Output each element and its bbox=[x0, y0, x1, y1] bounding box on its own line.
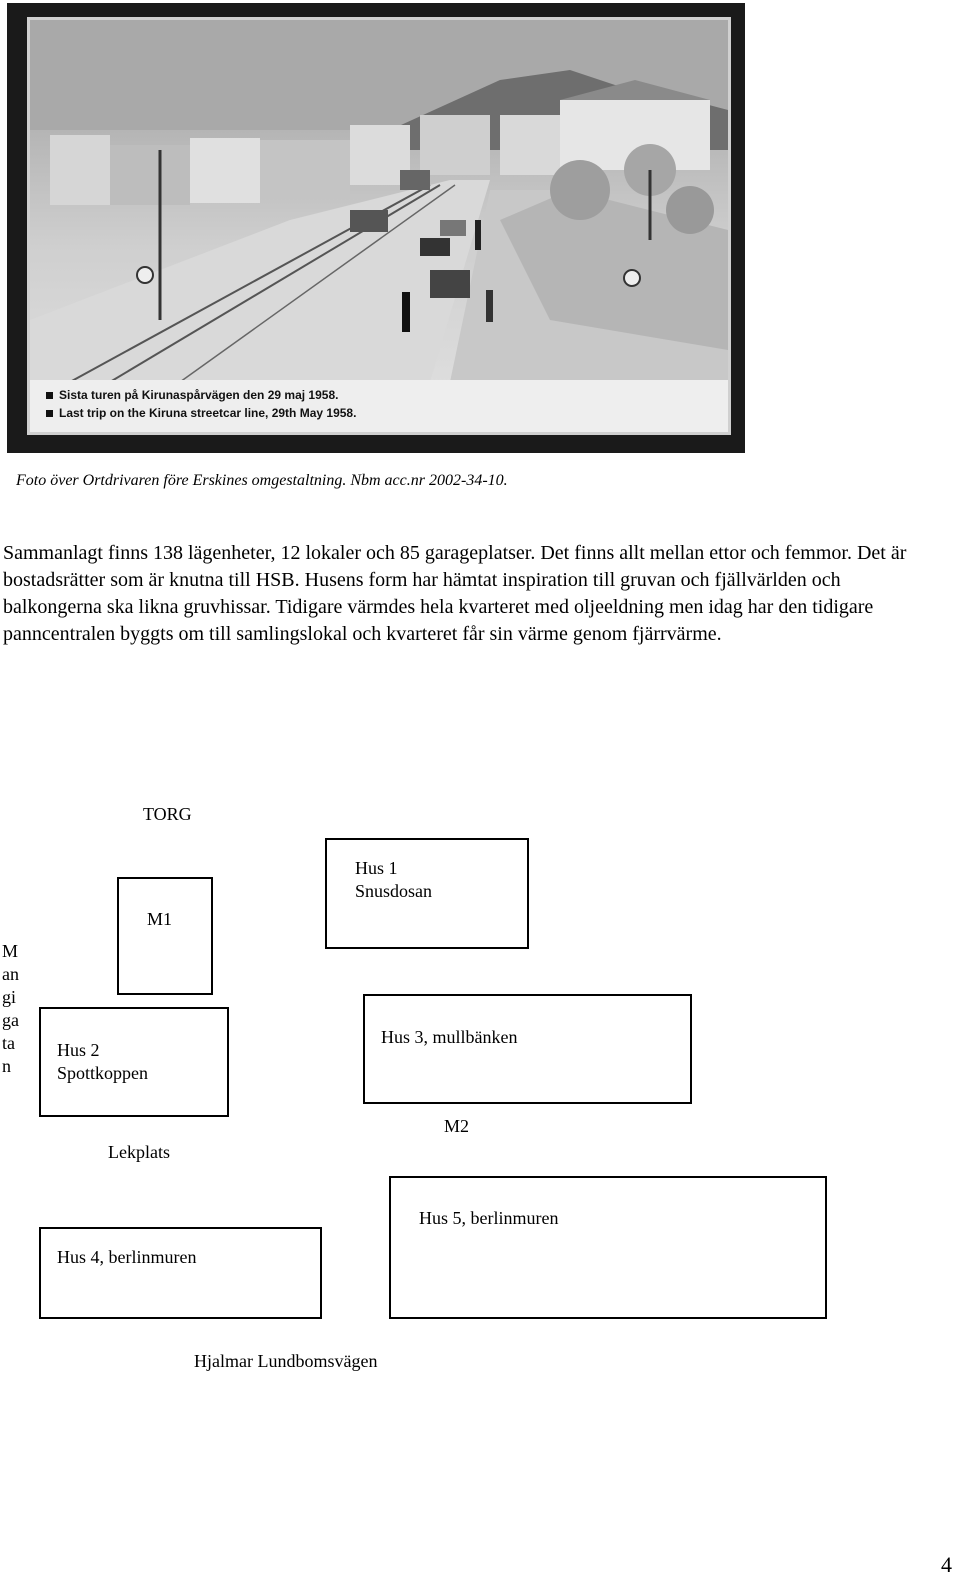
building-hus-3 bbox=[363, 994, 692, 1104]
photo-caption: Foto över Ortdrivaren före Erskines omgestaltning. Nbm acc.nr 2002-34-10. bbox=[16, 472, 508, 489]
street-scene-illustration bbox=[30, 20, 728, 382]
photo-frame bbox=[27, 17, 731, 435]
bullet-icon bbox=[46, 392, 53, 399]
hus-4-label: Hus 4, berlinmuren bbox=[57, 1247, 197, 1267]
hus-1-name: Snusdosan bbox=[355, 881, 433, 901]
historic-photo bbox=[7, 3, 745, 453]
street-hjalmar-lundbomsvagen: Hjalmar Lundbomsvägen bbox=[194, 1351, 378, 1371]
building-hus-1 bbox=[325, 838, 529, 949]
label-lekplats: Lekplats bbox=[108, 1142, 170, 1162]
label-torg: TORG bbox=[143, 804, 192, 824]
photo-plaque bbox=[30, 380, 728, 432]
label-m2: M2 bbox=[444, 1116, 470, 1136]
marker-m1 bbox=[117, 877, 213, 995]
street-mangigatan: Mangigatan bbox=[2, 941, 19, 1076]
m1-label: M1 bbox=[147, 909, 173, 929]
plaque-line-swedish: Sista turen på Kirunaspårvägen den 29 maj 1958. bbox=[46, 388, 338, 402]
body-paragraph: Sammanlagt finns 138 lägenheter, 12 lokaler och 85 garageplatser. Det finns allt mellan ettor och femmor. Det är bostadsrätter som är knutna till HSB. Husens form har hämtat inspiration till gruvan och fjällvärlden och balkongerna ska likna gruvhissar. Tidigare värmdes hela kvarteret med oljeeldning men idag har den tidigare panncentralen byggts om till samlingslokal och kvarteret får sin värme genom fjärrvärme. bbox=[3, 542, 907, 645]
hus-1-title: Hus 1 bbox=[355, 858, 398, 878]
page-number: 4 bbox=[941, 1552, 952, 1577]
plaque-line-english: Last trip on the Kiruna streetcar line, 29th May 1958. bbox=[46, 406, 356, 420]
bullet-icon bbox=[46, 410, 53, 417]
hus-2-name: Spottkoppen bbox=[57, 1063, 149, 1083]
building-hus-2 bbox=[39, 1007, 229, 1117]
building-hus-4 bbox=[39, 1227, 322, 1319]
building-hus-5 bbox=[389, 1176, 827, 1319]
hus-3-label: Hus 3, mullbänken bbox=[381, 1027, 518, 1047]
hus-5-label: Hus 5, berlinmuren bbox=[419, 1208, 559, 1228]
hus-2-title: Hus 2 bbox=[57, 1040, 100, 1060]
